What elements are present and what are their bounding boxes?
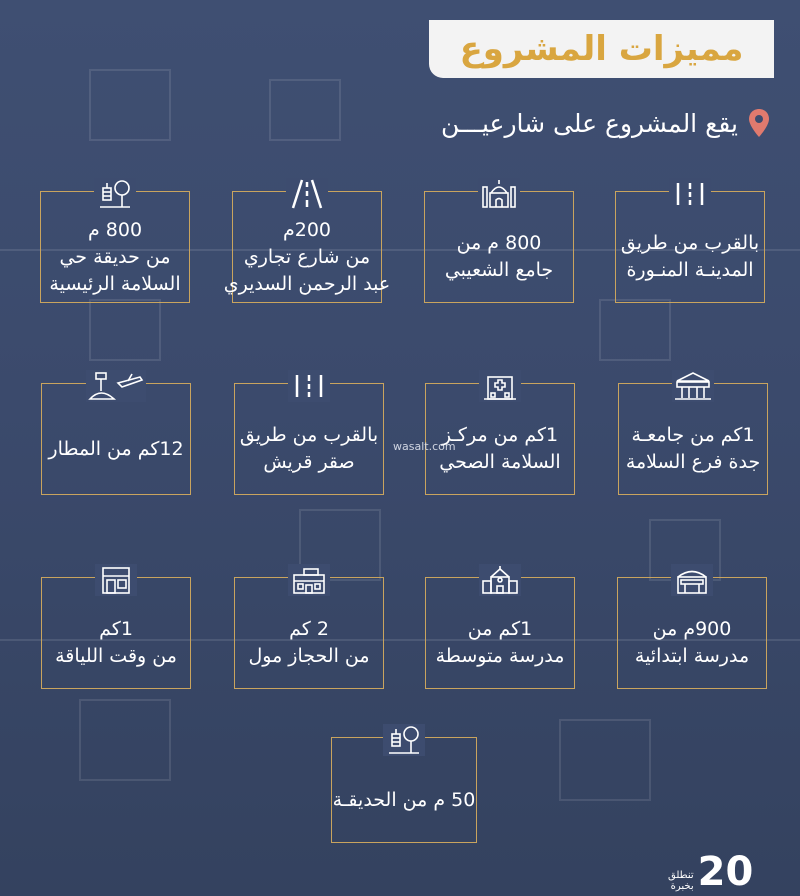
road-icon	[669, 178, 711, 210]
feature-line: عبد الرحمن السديري	[223, 272, 391, 295]
hospital-icon	[479, 370, 521, 402]
feature-line: مدرسة ابتدائية	[634, 645, 750, 667]
feature-line: 1كم من جامعـة	[631, 424, 755, 446]
feature-card	[40, 191, 190, 303]
subtitle: يقع المشروع على شارعيـــن	[441, 108, 738, 138]
feature-line: مدرسة متوسطة	[435, 645, 565, 667]
feature-line: السلامة الرئيسية	[49, 272, 181, 295]
page-title-banner	[429, 20, 774, 78]
feature-line: 900م من	[652, 618, 732, 640]
feature-card	[424, 191, 574, 303]
feature-line: من الحجاز مول	[248, 645, 370, 667]
watermark: wasalt.com	[393, 440, 456, 453]
feature-line: من شارع تجاري	[243, 245, 371, 268]
location-pin-icon	[748, 108, 770, 138]
feature-line: من وقت اللياقة	[55, 645, 177, 667]
feature-line: صقر قريش	[263, 451, 355, 473]
price-note	[668, 870, 694, 892]
feature-line: 1كم من	[467, 618, 533, 640]
feature-line: المدينـة المنـورة	[626, 259, 754, 281]
feature-card	[331, 737, 477, 843]
university-icon	[672, 370, 714, 402]
feature-line: من حديقة حي	[59, 245, 171, 268]
park-icon	[383, 724, 425, 756]
subtitle-row	[441, 108, 770, 138]
price-value: 20	[697, 849, 754, 895]
park-icon	[94, 178, 136, 210]
airport-icon	[86, 370, 146, 402]
feature-line: 200م	[282, 218, 332, 241]
feature-card	[615, 191, 765, 303]
feature-line: جدة فرع السلامة	[625, 451, 761, 473]
feature-card	[41, 383, 191, 495]
road-icon	[288, 370, 330, 402]
feature-card	[234, 577, 384, 689]
feature-line: 800 م	[87, 218, 143, 241]
feature-line: 50 م من الحديقـة	[332, 788, 476, 811]
highway-icon	[286, 178, 328, 210]
mosque-icon	[478, 178, 520, 210]
feature-line: جامع الشعيبي	[444, 259, 554, 281]
school-icon	[479, 564, 521, 596]
price-note-line: تنطلق	[668, 870, 694, 881]
feature-card	[425, 577, 575, 689]
feature-line: 2 كم	[289, 618, 329, 640]
feature-line: 12كم من المطار	[48, 437, 184, 460]
mall-icon	[288, 564, 330, 596]
feature-card	[41, 577, 191, 689]
feature-card	[618, 383, 768, 495]
feature-line: 1كم من مركـز	[441, 424, 559, 446]
elementary-school-icon	[671, 564, 713, 596]
feature-card	[425, 383, 575, 495]
feature-line: 800 م من	[456, 232, 542, 254]
gym-icon	[95, 564, 137, 596]
feature-card	[617, 577, 767, 689]
feature-card	[234, 383, 384, 495]
footer-price	[668, 849, 754, 895]
page-title: مميزات المشروع	[459, 29, 744, 69]
feature-line: بالقرب من طريق	[239, 424, 379, 446]
price-note-line: بخبرة	[670, 881, 694, 892]
feature-card	[223, 191, 391, 303]
feature-line: 1كم	[99, 618, 133, 640]
feature-line: السلامة الصحي	[439, 451, 561, 473]
feature-line: بالقرب من طريق	[620, 232, 760, 254]
